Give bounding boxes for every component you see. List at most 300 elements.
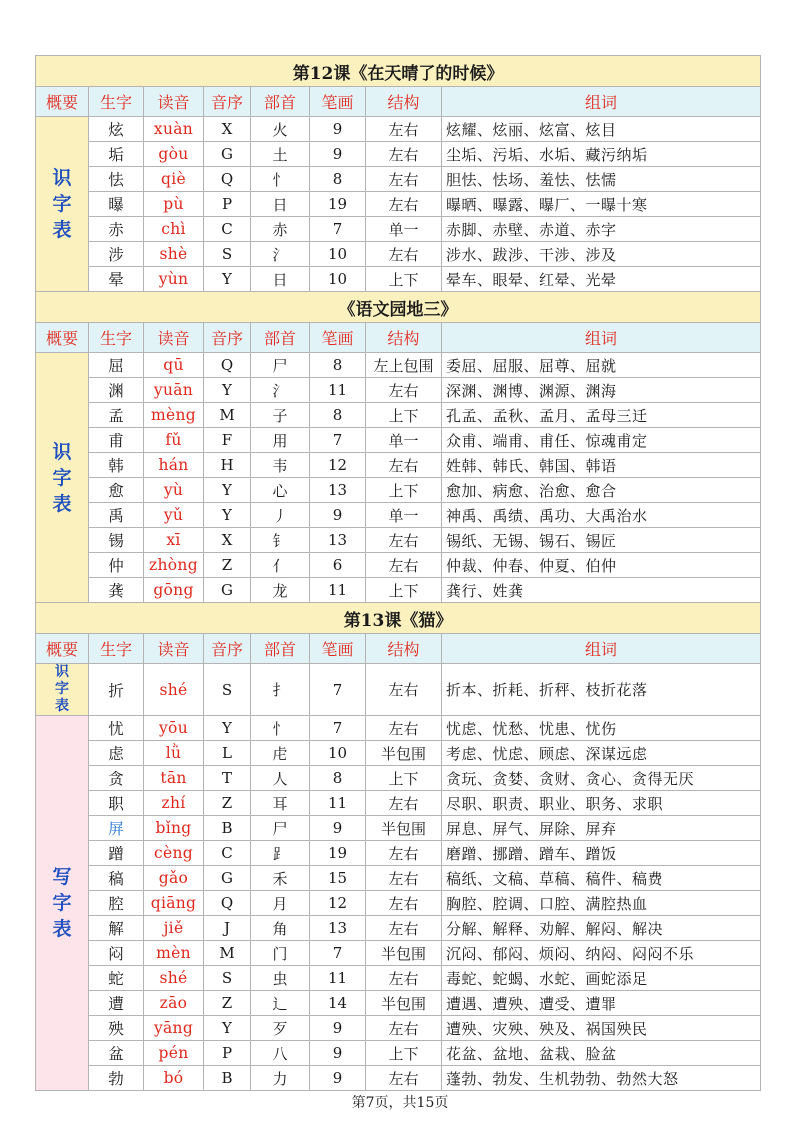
initial-letter-cell: Y [204, 1016, 251, 1041]
word-group-cell: 贪玩、贪婪、贪财、贪心、贪得无厌 [442, 766, 761, 791]
section-title: 第13课《猫》 [36, 603, 761, 634]
radical-cell: 歹 [251, 1016, 310, 1041]
structure-cell: 上下 [366, 267, 442, 292]
initial-letter-cell: G [204, 142, 251, 167]
character-cell: 涉 [89, 242, 144, 267]
word-group-cell: 孔孟、孟秋、孟月、孟母三迁 [442, 403, 761, 428]
initial-letter-cell: M [204, 941, 251, 966]
column-header: 组词 [442, 323, 761, 353]
table-row [36, 841, 761, 866]
word-group-cell: 尘垢、污垢、水垢、藏污纳垢 [442, 142, 761, 167]
initial-letter-cell: M [204, 403, 251, 428]
pinyin-cell: pén [144, 1041, 204, 1066]
structure-cell: 左右 [366, 716, 442, 741]
radical-cell: 角 [251, 916, 310, 941]
column-header: 读音 [144, 87, 204, 117]
structure-cell: 左右 [366, 117, 442, 142]
stroke-count-cell: 19 [310, 841, 366, 866]
table-row [36, 117, 761, 142]
pinyin-cell: zhòng [144, 553, 204, 578]
character-cell: 垢 [89, 142, 144, 167]
character-cell: 锡 [89, 528, 144, 553]
table-row [36, 791, 761, 816]
column-header: 组词 [442, 87, 761, 117]
table-row [36, 453, 761, 478]
character-cell: 仲 [89, 553, 144, 578]
word-group-cell: 涉水、跋涉、干涉、涉及 [442, 242, 761, 267]
word-group-cell: 神禹、禹绩、禹功、大禹治水 [442, 503, 761, 528]
initial-letter-cell: G [204, 866, 251, 891]
pinyin-cell: hán [144, 453, 204, 478]
initial-letter-cell: F [204, 428, 251, 453]
stroke-count-cell: 10 [310, 242, 366, 267]
table-row [36, 167, 761, 192]
table-row [36, 428, 761, 453]
column-header: 生字 [89, 323, 144, 353]
stroke-count-cell: 11 [310, 791, 366, 816]
table-row [36, 242, 761, 267]
word-group-cell: 姓韩、韩氏、韩国、韩语 [442, 453, 761, 478]
initial-letter-cell: S [204, 242, 251, 267]
pinyin-cell: cèng [144, 841, 204, 866]
structure-cell: 上下 [366, 1041, 442, 1066]
stroke-count-cell: 11 [310, 378, 366, 403]
initial-letter-cell: L [204, 741, 251, 766]
initial-letter-cell: P [204, 192, 251, 217]
radical-cell: 辶 [251, 991, 310, 1016]
category-text: 识 字 表 [55, 664, 69, 714]
radical-cell: 用 [251, 428, 310, 453]
header-row [36, 634, 761, 664]
stroke-count-cell: 13 [310, 916, 366, 941]
character-cell: 蛇 [89, 966, 144, 991]
table-body [36, 56, 761, 1091]
pinyin-cell: yuān [144, 378, 204, 403]
character-cell: 炫 [89, 117, 144, 142]
pinyin-cell: shè [144, 242, 204, 267]
structure-cell: 左右 [366, 453, 442, 478]
table-row [36, 192, 761, 217]
radical-cell: 虫 [251, 966, 310, 991]
character-cell: 韩 [89, 453, 144, 478]
structure-cell: 半包围 [366, 816, 442, 841]
pinyin-cell: chì [144, 217, 204, 242]
structure-cell: 左右 [366, 841, 442, 866]
initial-letter-cell: Y [204, 478, 251, 503]
stroke-count-cell: 8 [310, 403, 366, 428]
radical-cell: 门 [251, 941, 310, 966]
table-row [36, 991, 761, 1016]
initial-letter-cell: Y [204, 503, 251, 528]
pinyin-cell: gōng [144, 578, 204, 603]
table-row [36, 378, 761, 403]
pinyin-cell: tān [144, 766, 204, 791]
initial-letter-cell: J [204, 916, 251, 941]
pinyin-cell: gǎo [144, 866, 204, 891]
vocabulary-table [35, 55, 761, 1091]
section-title: 第12课《在天晴了的时候》 [36, 56, 761, 87]
character-cell: 愈 [89, 478, 144, 503]
column-header: 组词 [442, 634, 761, 664]
structure-cell: 左右 [366, 528, 442, 553]
initial-letter-cell: G [204, 578, 251, 603]
table-row [36, 503, 761, 528]
word-group-cell: 仲裁、仲春、仲夏、伯仲 [442, 553, 761, 578]
character-cell: 怯 [89, 167, 144, 192]
character-cell: 腔 [89, 891, 144, 916]
column-header: 部首 [251, 323, 310, 353]
pinyin-cell: shé [144, 966, 204, 991]
column-header: 音序 [204, 87, 251, 117]
table-row [36, 816, 761, 841]
word-group-cell: 众甫、端甫、甫任、惊魂甫定 [442, 428, 761, 453]
column-header: 读音 [144, 323, 204, 353]
column-header: 结构 [366, 87, 442, 117]
structure-cell: 上下 [366, 403, 442, 428]
column-header: 概要 [36, 87, 89, 117]
radical-cell: 心 [251, 478, 310, 503]
pinyin-cell: yāng [144, 1016, 204, 1041]
character-cell: 曝 [89, 192, 144, 217]
structure-cell: 半包围 [366, 941, 442, 966]
stroke-count-cell: 8 [310, 167, 366, 192]
character-cell: 孟 [89, 403, 144, 428]
table-row [36, 403, 761, 428]
radical-cell: 氵 [251, 242, 310, 267]
word-group-cell: 毒蛇、蛇蝎、水蛇、画蛇添足 [442, 966, 761, 991]
pinyin-cell: bó [144, 1066, 204, 1091]
stroke-count-cell: 9 [310, 142, 366, 167]
category-label [36, 353, 89, 603]
column-header: 结构 [366, 323, 442, 353]
character-cell: 赤 [89, 217, 144, 242]
structure-cell: 单一 [366, 428, 442, 453]
initial-letter-cell: C [204, 841, 251, 866]
section-title-row [36, 603, 761, 634]
structure-cell: 左上包围 [366, 353, 442, 378]
initial-letter-cell: X [204, 117, 251, 142]
structure-cell: 左右 [366, 167, 442, 192]
character-cell: 解 [89, 916, 144, 941]
stroke-count-cell: 9 [310, 816, 366, 841]
column-header: 概要 [36, 323, 89, 353]
stroke-count-cell: 12 [310, 891, 366, 916]
word-group-cell: 屏息、屏气、屏除、屏弃 [442, 816, 761, 841]
character-cell: 勃 [89, 1066, 144, 1091]
table-row [36, 528, 761, 553]
word-group-cell: 龚行、姓龚 [442, 578, 761, 603]
stroke-count-cell: 10 [310, 741, 366, 766]
word-group-cell: 磨蹭、挪蹭、蹭车、蹭饭 [442, 841, 761, 866]
pinyin-cell: qū [144, 353, 204, 378]
table-row [36, 941, 761, 966]
word-group-cell: 折本、折耗、折秤、枝折花落 [442, 664, 761, 716]
stroke-count-cell: 14 [310, 991, 366, 1016]
category-text: 识 字 表 [52, 440, 72, 515]
stroke-count-cell: 15 [310, 866, 366, 891]
radical-cell: 子 [251, 403, 310, 428]
table-row [36, 353, 761, 378]
column-header: 部首 [251, 87, 310, 117]
stroke-count-cell: 7 [310, 941, 366, 966]
column-header: 笔画 [310, 323, 366, 353]
stroke-count-cell: 8 [310, 766, 366, 791]
radical-cell: 赤 [251, 217, 310, 242]
category-text: 写 字 表 [52, 866, 72, 940]
structure-cell: 上下 [366, 766, 442, 791]
word-group-cell: 愈加、病愈、治愈、愈合 [442, 478, 761, 503]
structure-cell: 左右 [366, 791, 442, 816]
word-group-cell: 赤脚、赤壁、赤道、赤字 [442, 217, 761, 242]
word-group-cell: 晕车、眼晕、红晕、光晕 [442, 267, 761, 292]
column-header: 生字 [89, 634, 144, 664]
stroke-count-cell: 12 [310, 453, 366, 478]
initial-letter-cell: P [204, 1041, 251, 1066]
pinyin-cell: qiè [144, 167, 204, 192]
page-footer: 第7页，共15页 [351, 1095, 449, 1111]
radical-cell: 火 [251, 117, 310, 142]
word-group-cell: 忧虑、忧愁、忧患、忧伤 [442, 716, 761, 741]
pinyin-cell: lǜ [144, 741, 204, 766]
word-group-cell: 蓬勃、勃发、生机勃勃、勃然大怒 [442, 1066, 761, 1091]
character-cell: 贪 [89, 766, 144, 791]
stroke-count-cell: 11 [310, 966, 366, 991]
column-header: 结构 [366, 634, 442, 664]
pinyin-cell: shé [144, 664, 204, 716]
structure-cell: 左右 [366, 1066, 442, 1091]
structure-cell: 左右 [366, 1016, 442, 1041]
structure-cell: 上下 [366, 478, 442, 503]
structure-cell: 单一 [366, 503, 442, 528]
initial-letter-cell: Z [204, 791, 251, 816]
pinyin-cell: zāo [144, 991, 204, 1016]
initial-letter-cell: Y [204, 378, 251, 403]
pinyin-cell: mèn [144, 941, 204, 966]
pinyin-cell: qiāng [144, 891, 204, 916]
pinyin-cell: gòu [144, 142, 204, 167]
character-cell: 稿 [89, 866, 144, 891]
radical-cell: 日 [251, 267, 310, 292]
table-row [36, 142, 761, 167]
stroke-count-cell: 7 [310, 217, 366, 242]
radical-cell: 人 [251, 766, 310, 791]
initial-letter-cell: T [204, 766, 251, 791]
radical-cell: 忄 [251, 167, 310, 192]
word-group-cell: 稿纸、文稿、草稿、稿件、稿费 [442, 866, 761, 891]
structure-cell: 左右 [366, 553, 442, 578]
radical-cell: 亻 [251, 553, 310, 578]
radical-cell: 扌 [251, 664, 310, 716]
character-cell: 甫 [89, 428, 144, 453]
stroke-count-cell: 6 [310, 553, 366, 578]
radical-cell: 八 [251, 1041, 310, 1066]
table-row [36, 891, 761, 916]
pinyin-cell: yùn [144, 267, 204, 292]
table-row [36, 1016, 761, 1041]
pinyin-cell: yōu [144, 716, 204, 741]
column-header: 部首 [251, 634, 310, 664]
radical-cell: 虍 [251, 741, 310, 766]
pinyin-cell: mèng [144, 403, 204, 428]
word-group-cell: 尽职、职责、职业、职务、求职 [442, 791, 761, 816]
pinyin-cell: xuàn [144, 117, 204, 142]
word-group-cell: 锡纸、无锡、锡石、锡匠 [442, 528, 761, 553]
initial-letter-cell: S [204, 966, 251, 991]
initial-letter-cell: Q [204, 167, 251, 192]
initial-letter-cell: X [204, 528, 251, 553]
radical-cell: 忄 [251, 716, 310, 741]
structure-cell: 半包围 [366, 741, 442, 766]
stroke-count-cell: 7 [310, 664, 366, 716]
radical-cell: 力 [251, 1066, 310, 1091]
pinyin-cell: pù [144, 192, 204, 217]
word-group-cell: 炫耀、炫丽、炫富、炫目 [442, 117, 761, 142]
word-group-cell: 分解、解释、劝解、解闷、解决 [442, 916, 761, 941]
radical-cell: 月 [251, 891, 310, 916]
character-cell: 忧 [89, 716, 144, 741]
structure-cell: 左右 [366, 966, 442, 991]
word-group-cell: 遭殃、灾殃、殃及、祸国殃民 [442, 1016, 761, 1041]
word-group-cell: 花盆、盆地、盆栽、脸盆 [442, 1041, 761, 1066]
character-cell: 禹 [89, 503, 144, 528]
initial-letter-cell: Q [204, 891, 251, 916]
stroke-count-cell: 13 [310, 478, 366, 503]
pinyin-cell: zhí [144, 791, 204, 816]
stroke-count-cell: 7 [310, 428, 366, 453]
character-cell: 蹭 [89, 841, 144, 866]
category-label [36, 664, 89, 716]
radical-cell: ⻊ [251, 841, 310, 866]
word-group-cell: 委屈、屈服、屈尊、屈就 [442, 353, 761, 378]
stroke-count-cell: 7 [310, 716, 366, 741]
header-row [36, 323, 761, 353]
character-cell: 遭 [89, 991, 144, 1016]
structure-cell: 左右 [366, 916, 442, 941]
section-title-row [36, 292, 761, 323]
structure-cell: 左右 [366, 891, 442, 916]
stroke-count-cell: 9 [310, 503, 366, 528]
structure-cell: 左右 [366, 242, 442, 267]
structure-cell: 半包围 [366, 991, 442, 1016]
structure-cell: 左右 [366, 142, 442, 167]
character-cell: 晕 [89, 267, 144, 292]
table-row [36, 217, 761, 242]
column-header: 读音 [144, 634, 204, 664]
initial-letter-cell: C [204, 217, 251, 242]
table-row [36, 966, 761, 991]
column-header: 概要 [36, 634, 89, 664]
character-cell: 盆 [89, 1041, 144, 1066]
character-cell: 闷 [89, 941, 144, 966]
table-row [36, 1041, 761, 1066]
initial-letter-cell: Z [204, 553, 251, 578]
structure-cell: 左右 [366, 866, 442, 891]
category-label [36, 716, 89, 1091]
radical-cell: 土 [251, 142, 310, 167]
radical-cell: 禾 [251, 866, 310, 891]
table-row [36, 741, 761, 766]
column-header: 笔画 [310, 87, 366, 117]
table-row [36, 916, 761, 941]
initial-letter-cell: B [204, 816, 251, 841]
word-group-cell: 考虑、忧虑、顾虑、深谋远虑 [442, 741, 761, 766]
structure-cell: 左右 [366, 192, 442, 217]
word-group-cell: 遭遇、遭殃、遭受、遭罪 [442, 991, 761, 1016]
word-group-cell: 胸腔、腔调、口腔、满腔热血 [442, 891, 761, 916]
pinyin-cell: jiě [144, 916, 204, 941]
column-header: 笔画 [310, 634, 366, 664]
table-row [36, 553, 761, 578]
radical-cell: 尸 [251, 353, 310, 378]
stroke-count-cell: 10 [310, 267, 366, 292]
word-group-cell: 沉闷、郁闷、烦闷、纳闷、闷闷不乐 [442, 941, 761, 966]
section-title-row [36, 56, 761, 87]
pinyin-cell: xī [144, 528, 204, 553]
table-row [36, 866, 761, 891]
word-group-cell: 曝晒、曝露、曝厂、一曝十寒 [442, 192, 761, 217]
table-row [36, 1066, 761, 1091]
pinyin-cell: yǔ [144, 503, 204, 528]
character-cell: 屏 [89, 816, 144, 841]
structure-cell: 单一 [366, 217, 442, 242]
section-title: 《语文园地三》 [36, 292, 761, 323]
character-cell: 龚 [89, 578, 144, 603]
stroke-count-cell: 8 [310, 353, 366, 378]
initial-letter-cell: Y [204, 716, 251, 741]
radical-cell: 氵 [251, 378, 310, 403]
stroke-count-cell: 11 [310, 578, 366, 603]
column-header: 音序 [204, 323, 251, 353]
radical-cell: 钅 [251, 528, 310, 553]
table-row [36, 267, 761, 292]
stroke-count-cell: 13 [310, 528, 366, 553]
character-cell: 折 [89, 664, 144, 716]
character-cell: 虑 [89, 741, 144, 766]
radical-cell: 韦 [251, 453, 310, 478]
word-group-cell: 胆怯、怯场、羞怯、怯懦 [442, 167, 761, 192]
character-cell: 殃 [89, 1016, 144, 1041]
character-cell: 职 [89, 791, 144, 816]
table-row [36, 766, 761, 791]
radical-cell: 龙 [251, 578, 310, 603]
structure-cell: 左右 [366, 664, 442, 716]
radical-cell: 丿 [251, 503, 310, 528]
pinyin-cell: bǐng [144, 816, 204, 841]
category-text: 识 字 表 [52, 167, 72, 241]
table-row [36, 664, 761, 716]
column-header: 生字 [89, 87, 144, 117]
pinyin-cell: fǔ [144, 428, 204, 453]
header-row [36, 87, 761, 117]
initial-letter-cell: Y [204, 267, 251, 292]
table-row [36, 578, 761, 603]
initial-letter-cell: B [204, 1066, 251, 1091]
character-cell: 渊 [89, 378, 144, 403]
category-label [36, 117, 89, 292]
initial-letter-cell: Z [204, 991, 251, 1016]
initial-letter-cell: S [204, 664, 251, 716]
stroke-count-cell: 19 [310, 192, 366, 217]
radical-cell: 耳 [251, 791, 310, 816]
structure-cell: 左右 [366, 378, 442, 403]
structure-cell: 上下 [366, 578, 442, 603]
stroke-count-cell: 9 [310, 1016, 366, 1041]
pinyin-cell: yù [144, 478, 204, 503]
column-header: 音序 [204, 634, 251, 664]
stroke-count-cell: 9 [310, 1041, 366, 1066]
word-group-cell: 深渊、渊博、渊源、渊海 [442, 378, 761, 403]
radical-cell: 尸 [251, 816, 310, 841]
